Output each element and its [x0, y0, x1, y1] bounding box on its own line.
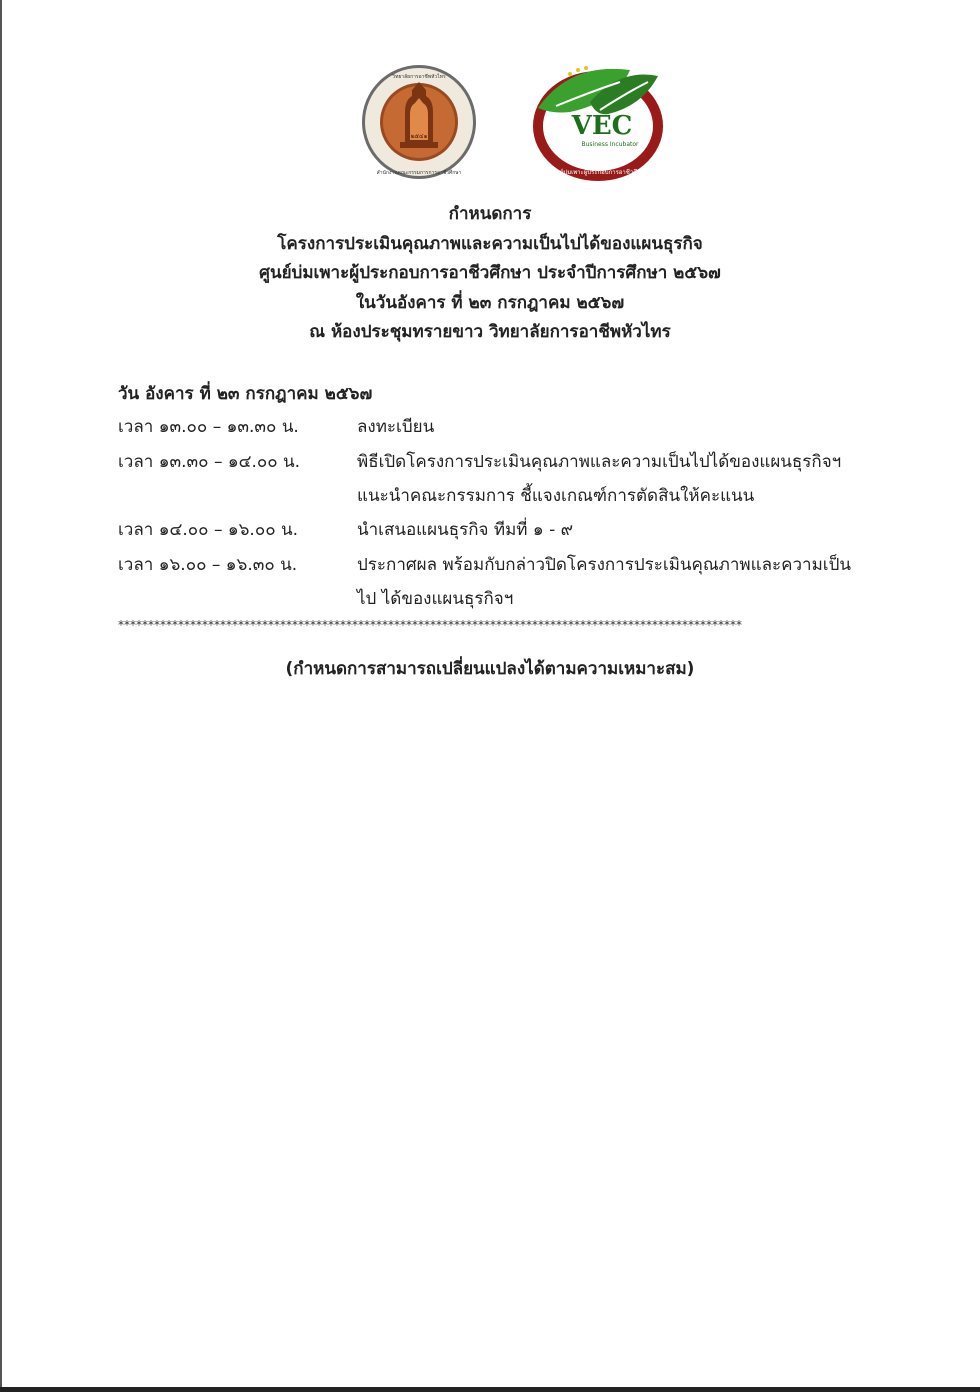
page-bottom-border	[0, 1387, 980, 1392]
schedule-activity: ลงทะเบียน	[357, 417, 435, 437]
logo-letters: VEC	[571, 111, 633, 141]
seal-bottom-text: สำนักงานคณะกรรมการการอาชีวศึกษา	[376, 170, 462, 176]
heading-date: ในวันอังคาร ที่ ๒๓ กรกฎาคม ๒๕๖๗	[355, 292, 625, 313]
schedule-activity: ประกาศผล พร้อมกับกล่าวปิดโครงการประเมินคุณภาพและความเป็นไป ได้ของแผนธุรกิจฯ	[357, 555, 852, 609]
heading-title: กำหนดการ	[448, 204, 532, 224]
document-heading	[0, 200, 980, 348]
logo-subtext: Business Incubator	[581, 141, 639, 148]
schedule-time: เวลา ๑๔.๐๐ – ๑๖.๐๐ น.	[118, 520, 299, 540]
incubator-logo-icon	[530, 62, 668, 182]
seal-top-text: วิทยาลัยการอาชีพหัวไทร	[392, 74, 446, 80]
asterisk-divider: ********************************************************************************************************	[118, 618, 742, 632]
heading-venue: ณ ห้องประชุมทรายขาว วิทยาลัยการอาชีพหัวไทร	[309, 322, 671, 342]
schedule-change-note: (กำหนดการสามารถเปลี่ยนแปลงได้ตามความเหมาะสม)	[285, 659, 695, 679]
schedule-time: เวลา ๑๓.๓๐ – ๑๔.๐๐ น.	[118, 452, 301, 472]
schedule-day-title: วัน อังคาร ที่ ๒๓ กรกฎาคม ๒๕๖๗	[118, 384, 373, 404]
ovec-seal-icon	[360, 62, 478, 182]
schedule-time: เวลา ๑๖.๐๐ – ๑๖.๓๐ น.	[118, 555, 298, 575]
schedule-activity: พิธีเปิดโครงการประเมินคุณภาพและความเป็นไปได้ของแผนธุรกิจฯ แนะนำคณะกรรมการ ชี้แจงเกณฑ์การตัดสินให้คะแนน	[357, 452, 842, 506]
schedule-activity: นำเสนอแผนธุรกิจ ทีมที่ ๑ - ๙	[357, 520, 574, 540]
heading-project: โครงการประเมินคุณภาพและความเป็นไปได้ของแผนธุรกิจ	[277, 233, 703, 254]
svg-text:๒๕๔๑: ๒๕๔๑	[410, 133, 428, 140]
schedule-time: เวลา ๑๓.๐๐ – ๑๓.๓๐ น.	[118, 417, 299, 437]
header-logos	[0, 62, 980, 182]
logo-ring-text: ศูนย์บ่มเพาะผู้ประกอบการอาชีวศึกษา	[551, 169, 649, 176]
heading-organization: ศูนย์บ่มเพาะผู้ประกอบการอาชีวศึกษา ประจำปีการศึกษา ๒๕๖๗	[259, 263, 721, 283]
